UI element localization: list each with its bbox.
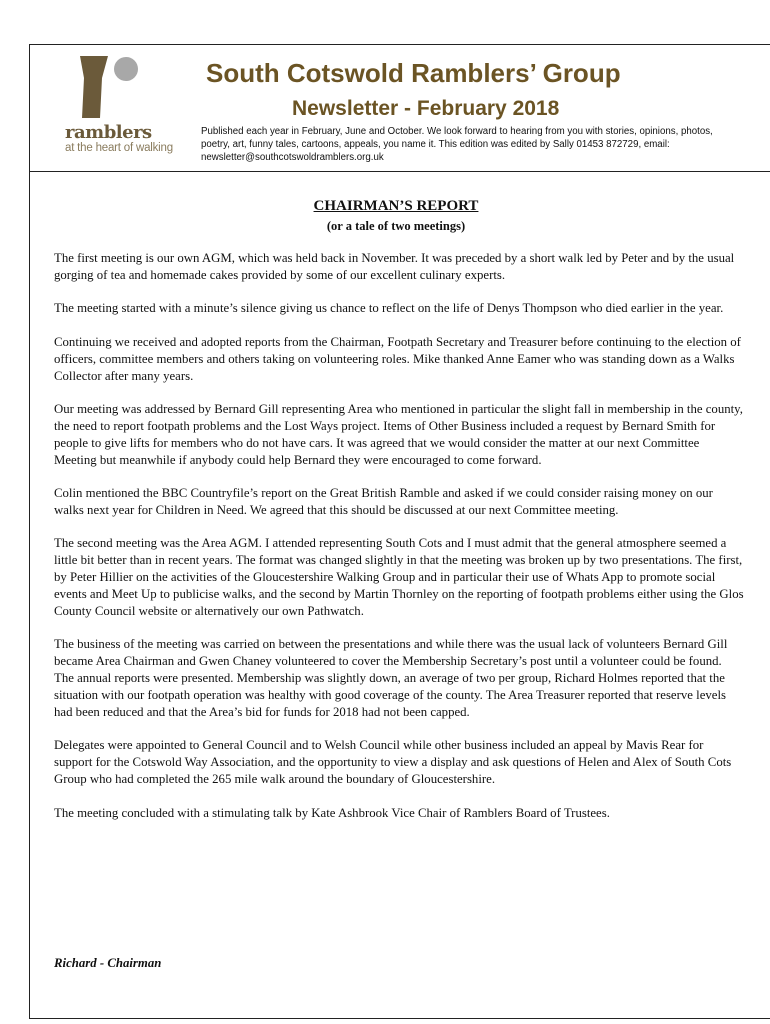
logo-word: ramblers — [65, 122, 152, 143]
header-divider — [29, 171, 770, 172]
report-paragraph: The meeting concluded with a stimulating talk by Kate Ashbrook Vice Chair of Ramblers Board of Trustees. — [54, 805, 610, 820]
report-paragraph: Colin mentioned the BBC Countryfile’s report on the Great British Ramble and asked if we could consider raising money on our walks next year for Children in Need. We agreed that this should be discussed at our next Committee meeting. — [54, 486, 713, 517]
report-paragraph: The meeting started with a minute’s silence giving us chance to reflect on the life of Denys Thompson who died earlier in the year. — [54, 301, 724, 316]
logo-tagline: at the heart of walking — [65, 142, 173, 154]
logo-dot — [114, 57, 138, 81]
report-body — [54, 250, 744, 838]
report-paragraph: The second meeting was the Area AGM. I attended representing South Cots and I must admit that the general atmosphere seemed a little bit better than in recent years. The format was changed slightly in that the meeting was broken up by two presentations. The first, by Peter Hillier on the activities of the Gloucestershire Walking Group and in particular their use of Whats App to promote social events and Meet Up to publicise walks, and the second by Martin Thornley on the reporting of footpath problems either using the Glos County Council website or alternatively our own Pathwatch. — [54, 536, 744, 618]
report-paragraph: Delegates were appointed to General Council and to Welsh Council while other business included an appeal by Mavis Rear for support for the Cotswold Way Association, and the opportunity to view a display and ask questions of Helen and Alex of South Cots Group who had completed the 265 mile walk around the boundary of Gloucestershire. — [54, 738, 732, 787]
report-title: CHAIRMAN’S REPORT — [313, 198, 479, 214]
report-subtitle: (or a tale of two meetings) — [326, 219, 466, 233]
report-paragraph: Our meeting was addressed by Bernard Gill representing Area who mentioned in particular the slight fall in membership in the county, the need to report footpath problems and the Lost Ways project. Items of Other Business included a request by Bernard Smith for people to give lifts for members who do not have cars. It was agreed that we would consider the matter at our next Committee Meeting but meanwhile if anybody could help Bernard they were encouraged to come forward. — [54, 401, 743, 467]
publication-intro: Published each year in February, June and October. We look forward to hearing from you with stories, opinions, photos, poetry, art, funny tales, cartoons, appeals, you name it. This edition was edited by Sally 01453 872729, email: newsletter@southcotswoldramblers.org.uk — [201, 126, 713, 164]
newsletter-subtitle: Newsletter - February 2018 — [292, 97, 560, 120]
report-paragraph: Continuing we received and adopted reports from the Chairman, Footpath Secretary and Treasurer before continuing to the election of officers, committee members and others taking on volunteering roles. Mike thanked Anne Eamer who was standing down as a Walks Collector after many years. — [54, 334, 741, 383]
signature: Richard - Chairman — [54, 956, 162, 970]
report-paragraph: The first meeting is our own AGM, which was held back in November. It was preceded by a short walk led by Peter and by the usual gorging of tea and homemade cakes provided by some of our excellent culinary experts. — [54, 251, 735, 282]
logo-bar — [80, 56, 108, 118]
report-paragraph: The business of the meeting was carried on between the presentations and while there was the usual lack of volunteers Bernard Gill became Area Chairman and Gwen Chaney volunteered to cover the Membership Secretary’s post until a volunteer could be found. The annual reports were presented. Membership was slightly down, an average of two per group, Richard Holmes reported that the situation with our footpath operation was healthy with good coverage of the county. The Area Treasurer reported that reserve levels had been reduced and that the Area’s bid for funds for 2018 had not been capped. — [54, 637, 728, 720]
newsletter-title: South Cotswold Ramblers’ Group — [206, 58, 621, 88]
